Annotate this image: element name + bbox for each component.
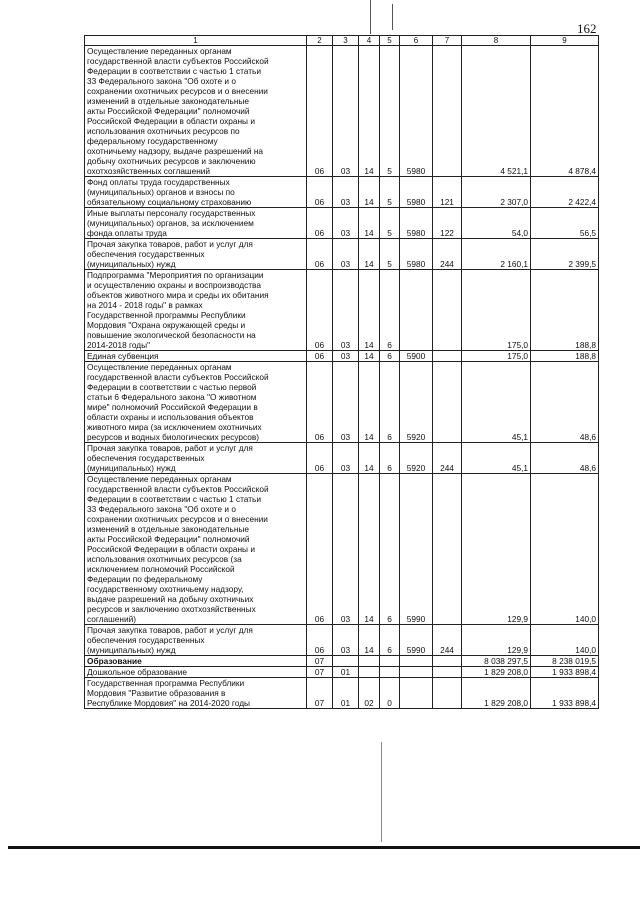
cell-amount-1: 45,1 [462, 443, 531, 474]
header-col-3: 3 [333, 36, 359, 46]
header-col-5: 5 [380, 36, 400, 46]
cell-amount-2: 188,8 [531, 270, 599, 351]
cell-expense-type: 244 [433, 443, 462, 474]
cell-expense-type: 121 [433, 177, 462, 208]
budget-table [84, 35, 599, 709]
table-row [85, 46, 599, 177]
cell-section: 07 [307, 678, 333, 709]
cell-subsection: 01 [333, 667, 359, 678]
cell-section: 06 [307, 443, 333, 474]
cell-subprogram [380, 667, 400, 678]
cell-amount-2: 48,6 [531, 362, 599, 443]
cell-amount-2: 48,6 [531, 443, 599, 474]
cell-subprogram: 6 [380, 474, 400, 625]
cell-subprogram [380, 656, 400, 667]
header-row [85, 36, 599, 46]
cell-amount-2: 56,5 [531, 208, 599, 239]
cell-subsection: 03 [333, 270, 359, 351]
header-col-2: 2 [307, 36, 333, 46]
row-description: Осуществление переданных органам государственной власти субъектов Российской Федерации в соответствии с частью 1 статьи 33 Федерального закона "Об охоте и о сохранении охотничьих ресурсов и о внесении изменений в отдельные законодательные акты Российской Федерации" полномочий Российской Федерации в области охраны и использования охотничьих ресурсов (за исключением полномочий Российской Федерации по федеральному государственному охотничьему надзору, выдаче разрешений на добычу охотничьих ресурсов и заключению охотхозяйственных соглашений) [85, 474, 307, 625]
cell-program: 14 [359, 443, 380, 474]
cell-subprogram: 6 [380, 351, 400, 362]
table-row [85, 270, 599, 351]
cell-program [359, 656, 380, 667]
cell-article: 5980 [400, 208, 433, 239]
row-description: Иные выплаты персоналу государственных (муниципальных) органов, за исключением фонда оплаты труда [85, 208, 307, 239]
cell-section: 07 [307, 656, 333, 667]
cell-amount-2: 4 878,4 [531, 46, 599, 177]
scan-artifact-bottom [381, 742, 382, 842]
table-row [85, 474, 599, 625]
cell-amount-1: 4 521,1 [462, 46, 531, 177]
cell-amount-2: 188,8 [531, 351, 599, 362]
cell-section: 07 [307, 667, 333, 678]
cell-subsection: 03 [333, 474, 359, 625]
table-row [85, 443, 599, 474]
cell-amount-1: 129,9 [462, 625, 531, 656]
cell-amount-1: 2 160,1 [462, 239, 531, 270]
cell-expense-type: 244 [433, 625, 462, 656]
page-number: 162 [577, 21, 597, 36]
cell-article [400, 667, 433, 678]
table-row [85, 351, 599, 362]
table-row [85, 656, 599, 667]
cell-program: 14 [359, 177, 380, 208]
cell-program: 14 [359, 625, 380, 656]
cell-expense-type [433, 362, 462, 443]
table-row [85, 177, 599, 208]
cell-subprogram: 6 [380, 270, 400, 351]
table-row [85, 239, 599, 270]
cell-article [400, 678, 433, 709]
cell-section: 06 [307, 625, 333, 656]
cell-subprogram: 6 [380, 443, 400, 474]
header-col-7: 7 [433, 36, 462, 46]
cell-section: 06 [307, 351, 333, 362]
cell-expense-type [433, 46, 462, 177]
row-description: Прочая закупка товаров, работ и услуг для обеспечения государственных (муниципальных) нужд [85, 443, 307, 474]
cell-amount-1: 129,9 [462, 474, 531, 625]
cell-article: 5980 [400, 239, 433, 270]
cell-expense-type: 244 [433, 239, 462, 270]
cell-section: 06 [307, 474, 333, 625]
cell-article: 5900 [400, 351, 433, 362]
cell-subprogram: 6 [380, 362, 400, 443]
cell-program: 14 [359, 362, 380, 443]
cell-article [400, 656, 433, 667]
header-col-6: 6 [400, 36, 433, 46]
cell-article [400, 270, 433, 351]
cell-program: 14 [359, 208, 380, 239]
row-description: Дошкольное образование [85, 667, 307, 678]
cell-program [359, 667, 380, 678]
cell-amount-2: 2 422,4 [531, 177, 599, 208]
cell-subsection: 03 [333, 239, 359, 270]
cell-subsection: 03 [333, 351, 359, 362]
cell-subprogram: 6 [380, 625, 400, 656]
table-row [85, 625, 599, 656]
cell-subsection: 01 [333, 678, 359, 709]
row-description: Подпрограмма "Мероприятия по организации и осуществлению охраны и воспроизводства объектов животного мира и среды их обитания на 2014 - 2018 годы" в рамках Государственной программы Республики Мордовия "Охрана окружающей среды и повышение экологической безопасности на 2014-2018 годы" [85, 270, 307, 351]
row-description: Прочая закупка товаров, работ и услуг для обеспечения государственных (муниципальных) нужд [85, 239, 307, 270]
cell-expense-type [433, 667, 462, 678]
row-description: Прочая закупка товаров, работ и услуг для обеспечения государственных (муниципальных) нужд [85, 625, 307, 656]
cell-section: 06 [307, 270, 333, 351]
cell-article: 5980 [400, 46, 433, 177]
cell-section: 06 [307, 362, 333, 443]
cell-subsection: 03 [333, 362, 359, 443]
header-col-8: 8 [462, 36, 531, 46]
table-row [85, 678, 599, 709]
row-description: Государственная программа Республики Мордовия "Развитие образования в Республике Мордовия" на 2014-2020 годы [85, 678, 307, 709]
cell-subsection: 03 [333, 208, 359, 239]
cell-amount-1: 175,0 [462, 351, 531, 362]
table-row [85, 362, 599, 443]
cell-article: 5920 [400, 443, 433, 474]
cell-amount-1: 45,1 [462, 362, 531, 443]
header-col-4: 4 [359, 36, 380, 46]
cell-expense-type: 122 [433, 208, 462, 239]
cell-program: 14 [359, 270, 380, 351]
cell-amount-1: 8 038 297,5 [462, 656, 531, 667]
table-row [85, 667, 599, 678]
header-col-9: 9 [531, 36, 599, 46]
cell-subsection [333, 656, 359, 667]
cell-program: 02 [359, 678, 380, 709]
cell-amount-1: 1 829 208,0 [462, 667, 531, 678]
cell-subprogram: 0 [380, 678, 400, 709]
cell-section: 06 [307, 239, 333, 270]
row-description: Фонд оплаты труда государственных (муниципальных) органов и взносы по обязательному социальному страхованию [85, 177, 307, 208]
cell-expense-type [433, 656, 462, 667]
cell-amount-2: 1 933 898,4 [531, 678, 599, 709]
cell-subprogram: 5 [380, 208, 400, 239]
header-col-1: 1 [85, 36, 307, 46]
page-bottom-edge [8, 846, 640, 849]
cell-amount-1: 54,0 [462, 208, 531, 239]
cell-section: 06 [307, 46, 333, 177]
cell-article: 5920 [400, 362, 433, 443]
cell-expense-type [433, 270, 462, 351]
table-row [85, 208, 599, 239]
row-description: Образование [85, 656, 307, 667]
cell-program: 14 [359, 474, 380, 625]
cell-subsection: 03 [333, 625, 359, 656]
cell-expense-type [433, 351, 462, 362]
cell-subprogram: 5 [380, 46, 400, 177]
cell-article: 5990 [400, 625, 433, 656]
cell-program: 14 [359, 46, 380, 177]
cell-article: 5980 [400, 177, 433, 208]
row-description: Единая субвенция [85, 351, 307, 362]
cell-subprogram: 5 [380, 177, 400, 208]
cell-subprogram: 5 [380, 239, 400, 270]
cell-amount-1: 1 829 208,0 [462, 678, 531, 709]
cell-amount-2: 140,0 [531, 474, 599, 625]
cell-program: 14 [359, 239, 380, 270]
row-description: Осуществление переданных органам государственной власти субъектов Российской Федерации в соответствии с частью 1 статьи 33 Федерального закона "Об охоте и о сохранении охотничьих ресурсов и о внесении изменений в отдельные законодательные акты Российской Федерации" полномочий Российской Федерации в области охраны и использования охотничьих ресурсов по федеральному государственному охотничьему надзору, выдаче разрешений на добычу охотничьих ресурсов и заключению охотхозяйственных соглашений [85, 46, 307, 177]
cell-amount-2: 8 238 019,5 [531, 656, 599, 667]
cell-expense-type [433, 474, 462, 625]
cell-amount-1: 2 307,0 [462, 177, 531, 208]
scan-artifact-top [370, 0, 371, 34]
cell-section: 06 [307, 208, 333, 239]
row-description: Осуществление переданных органам государственной власти субъектов Российской Федерации в соответствии с частью первой статьи 6 Федерального закона "О животном мире" полномочий Российской Федерации в области охраны и использования объектов животного мира (за исключением охотничьих ресурсов и водных биологических ресурсов) [85, 362, 307, 443]
cell-amount-2: 1 933 898,4 [531, 667, 599, 678]
scan-artifact-top-2 [392, 4, 393, 30]
cell-amount-2: 2 399,5 [531, 239, 599, 270]
cell-expense-type [433, 678, 462, 709]
cell-article: 5990 [400, 474, 433, 625]
cell-program: 14 [359, 351, 380, 362]
cell-subsection: 03 [333, 46, 359, 177]
cell-subsection: 03 [333, 443, 359, 474]
cell-section: 06 [307, 177, 333, 208]
cell-subsection: 03 [333, 177, 359, 208]
cell-amount-1: 175,0 [462, 270, 531, 351]
cell-amount-2: 140,0 [531, 625, 599, 656]
